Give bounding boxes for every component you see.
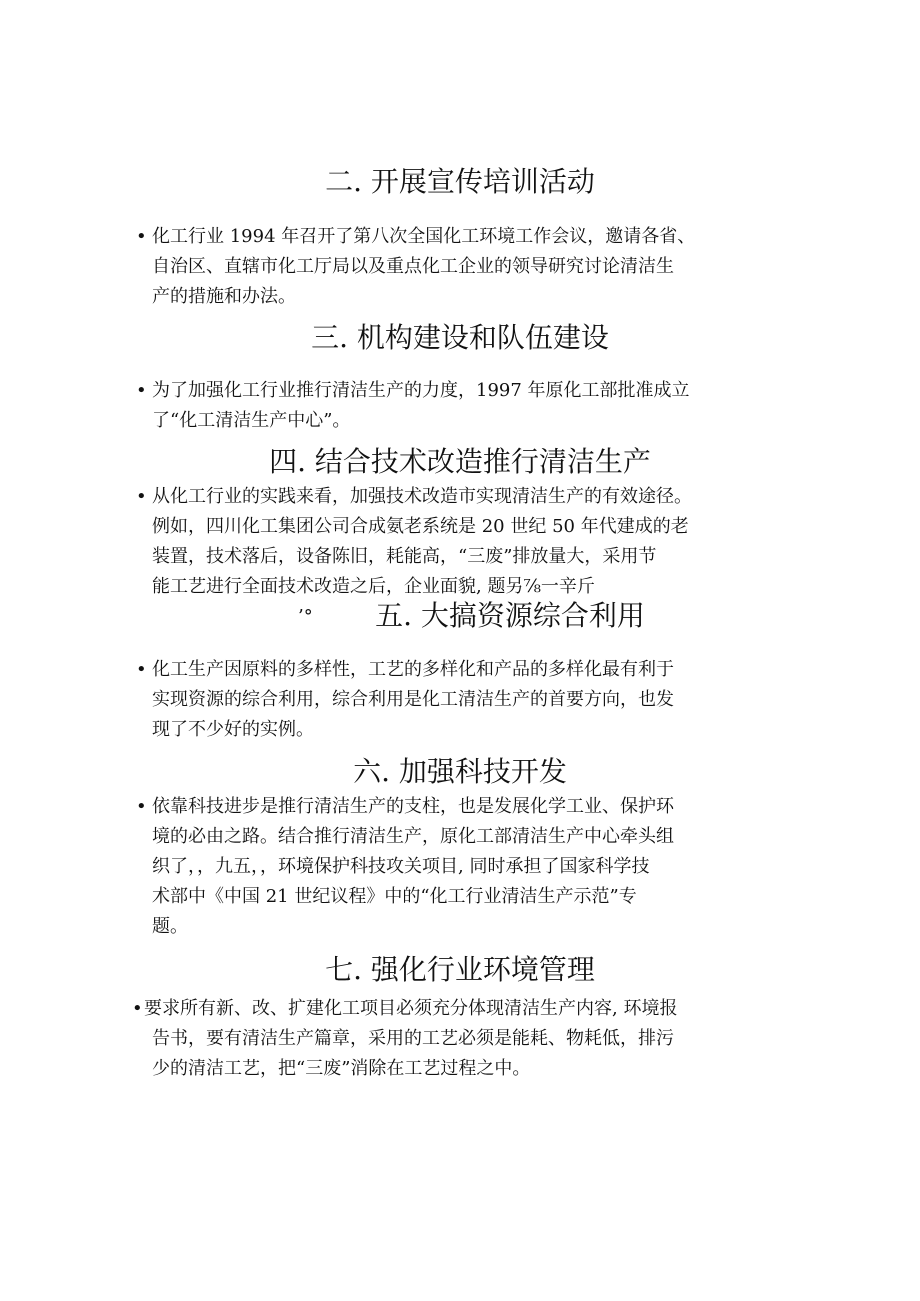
section-heading-7: 七. 强化行业环境管理 xyxy=(325,953,595,986)
bullet-marker: • xyxy=(136,486,147,507)
paragraph-line: 能工艺进行全面技术改造之后，企业面貌, 题另⅞一辛斤 xyxy=(152,576,595,597)
section-heading-4: 四. 结合技术改造推行清洁生产 xyxy=(269,445,651,478)
bullet-paragraph-6 xyxy=(136,792,674,942)
bullet-marker: • xyxy=(132,998,143,1019)
paragraph-line: 化工行业 1994 年召开了第八次全国化工环境工作会议，邀请各省、 xyxy=(152,226,696,247)
section-heading-5: 五. 大搞资源综合利用 xyxy=(375,599,645,632)
paragraph-line: 现了不少好的实例。 xyxy=(152,719,314,740)
paragraph-line: 术部中《中国 21 世纪议程》中的“化工行业清洁生产示范”专 xyxy=(152,886,637,907)
paragraph-line: 化工生产因原料的多样性，工艺的多样化和产品的多样化最有利于 xyxy=(152,659,674,680)
paragraph-line: 告书，要有清洁生产篇章，采用的工艺必须是能耗、物耗低，排污 xyxy=(152,1028,674,1049)
paragraph-line: 装置，技术落后，设备陈旧，耗能高，“三废”排放量大，采用节 xyxy=(152,546,657,567)
section-heading-6: 六. 加强科技开发 xyxy=(353,755,567,788)
bullet-marker: • xyxy=(136,659,147,680)
section-heading-2: 二. 开展宣传培训活动 xyxy=(325,165,595,198)
bullet-paragraph-5 xyxy=(136,655,674,745)
bullet-paragraph-2 xyxy=(136,222,695,312)
paragraph-line: 产的措施和办法。 xyxy=(152,286,296,307)
paragraph-line: 要求所有新、改、扩建化工项目必须充分体现清洁生产内容, 环境报 xyxy=(144,998,678,1019)
paragraph-line: 依靠科技进步是推行清洁生产的支柱，也是发展化学工业、保护环 xyxy=(152,796,674,817)
bullet-paragraph-7 xyxy=(132,994,677,1084)
paragraph-line: 了“化工清洁生产中心”。 xyxy=(152,410,351,431)
paragraph-line: 实现资源的综合利用，综合利用是化工清洁生产的首要方向，也发 xyxy=(152,689,674,710)
paragraph-line: 题。 xyxy=(152,916,188,937)
bullet-marker: • xyxy=(136,226,147,247)
bullet-marker: • xyxy=(136,380,147,401)
paragraph-line: 例如，四川化工集团公司合成氨老系统是 20 世纪 50 年代建成的老 xyxy=(152,516,689,537)
paragraph-line: 境的必由之路。结合推行清洁生产，原化工部清洁生产中心牵头组 xyxy=(152,826,674,847)
trailing-fragment: ’° xyxy=(298,606,313,627)
paragraph-line: 从化工行业的实践来看，加强技术改造市实现清洁生产的有效途径。 xyxy=(152,486,692,507)
section-heading-3: 三. 机构建设和队伍建设 xyxy=(311,321,609,354)
bullet-paragraph-3 xyxy=(136,376,690,436)
paragraph-line: 少的清洁工艺，把“三废”消除在工艺过程之中。 xyxy=(152,1058,531,1079)
paragraph-line: 织了，，九五，，环境保护科技攻关项目, 同时承担了国家科学技 xyxy=(152,856,650,877)
paragraph-line: 为了加强化工行业推行清洁生产的力度，1997 年原化工部批准成立 xyxy=(152,380,690,401)
bullet-marker: • xyxy=(136,796,147,817)
bullet-paragraph-4 xyxy=(136,482,692,602)
paragraph-line: 自治区、直辖市化工厅局以及重点化工企业的领导研究讨论清洁生 xyxy=(152,256,674,277)
